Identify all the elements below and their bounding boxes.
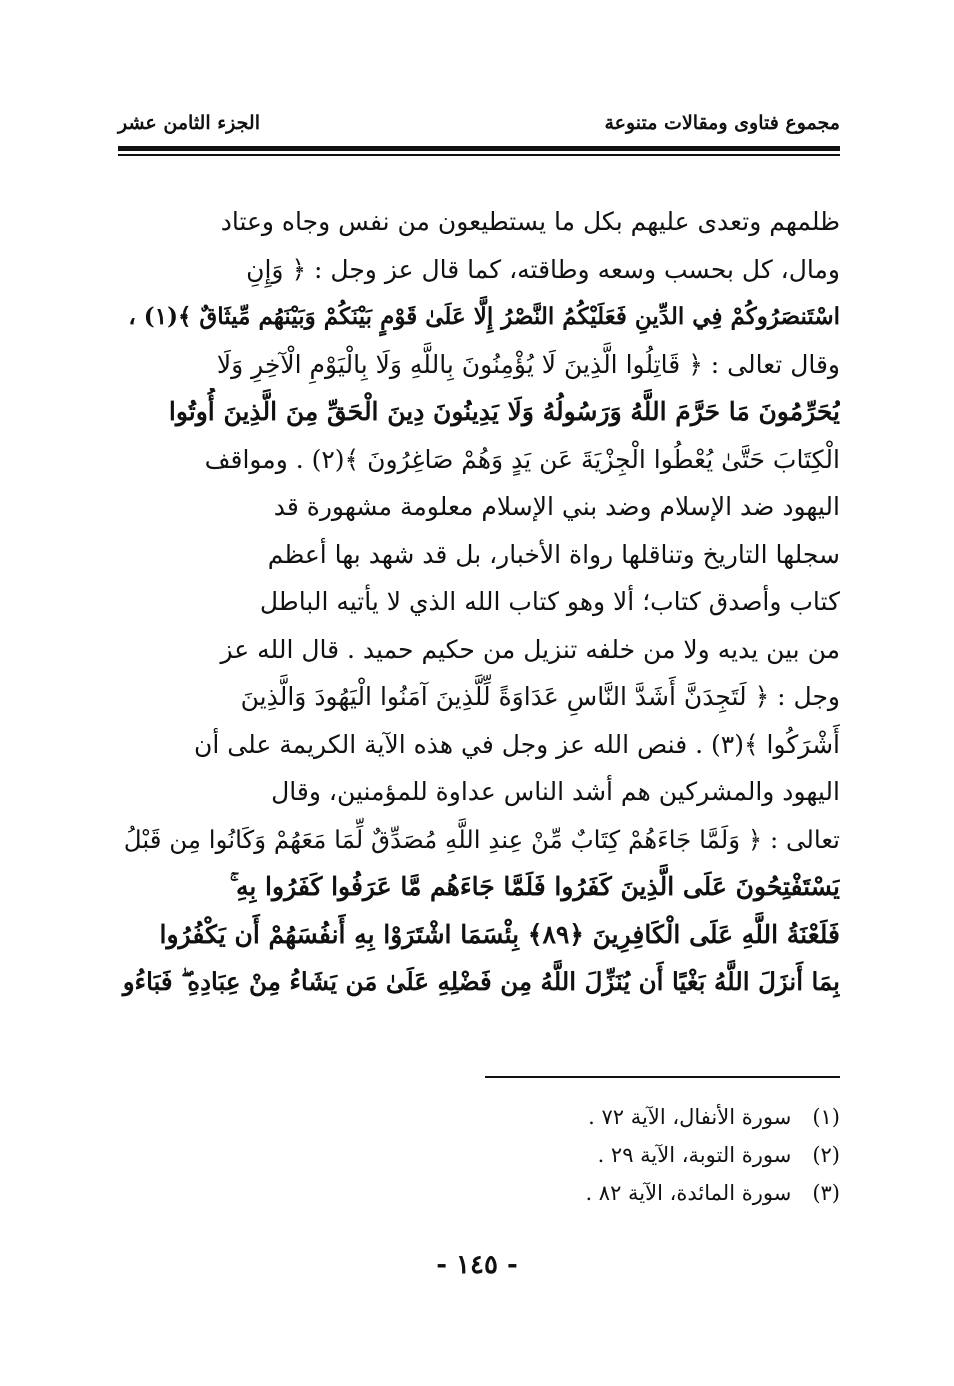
header-rule-thin	[118, 154, 840, 156]
footnote-separator	[485, 1076, 840, 1078]
footnote-number: (٣)	[812, 1181, 840, 1205]
book-title: مجموع فتاوى ومقالات متنوعة	[604, 112, 840, 134]
text-line: اليهود والمشركين هم أشد الناس عداوة للمؤمنين، وقال	[271, 777, 840, 806]
quran-verse-line: يُحَرِّمُونَ مَا حَرَّمَ اللَّهُ وَرَسُولُهُ وَلَا يَدِينُونَ دِينَ الْحَقِّ مِنَ الَّذِينَ أُوتُوا	[168, 397, 840, 426]
text-line: تعالى : ﴿ وَلَمَّا جَاءَهُمْ كِتَابٌ مِّنْ عِندِ اللَّهِ مُصَدِّقٌ لِّمَا مَعَهُمْ وَكَانُوا مِن قَبْلُ	[123, 824, 840, 854]
page-number: - ١٤٥ -	[436, 1250, 518, 1280]
footnotes	[118, 1098, 840, 1212]
quran-verse-line: اسْتَنصَرُوكُمْ فِي الدِّينِ فَعَلَيْكُمُ النَّصْرُ إِلَّا عَلَىٰ قَوْمٍ بَيْنَكُمْ وَبَيْنَهُم مِّيثَاقٌ ﴾(١) ،	[128, 303, 840, 330]
text-line: ومال، كل بحسب وسعه وطاقته، كما قال عز وجل : ﴿ وَإِنِ	[246, 254, 840, 284]
text-line: كتاب وأصدق كتاب؛ ألا وهو كتاب الله الذي لا يأتيه الباطل	[259, 587, 840, 616]
text-line: وقال تعالى : ﴿ قَاتِلُوا الَّذِينَ لَا يُؤْمِنُونَ بِاللَّهِ وَلَا بِالْيَوْمِ الْآخِرِ وَلَا	[216, 349, 840, 379]
quran-verse-line: فَلَعْنَةُ اللَّهِ عَلَى الْكَافِرِينَ ﴿٨٩﴾ بِئْسَمَا اشْتَرَوْا بِهِ أَنفُسَهُمْ أَن يَكْفُرُوا	[159, 919, 840, 949]
running-header	[118, 112, 840, 146]
volume-label: الجزء الثامن عشر	[118, 112, 260, 134]
main-text	[118, 198, 840, 1006]
footnote-text: سورة الأنفال، الآية ٧٢ .	[588, 1105, 792, 1129]
footnote-text: سورة التوبة، الآية ٢٩ .	[597, 1143, 792, 1167]
quran-verse-line: يَسْتَفْتِحُونَ عَلَى الَّذِينَ كَفَرُوا فَلَمَّا جَاءَهُم مَّا عَرَفُوا كَفَرُوا بِهِ ۚ	[229, 872, 840, 901]
footnote-number: (١)	[812, 1105, 840, 1129]
text-line: من بين يديه ولا من خلفه تنزيل من حكيم حميد . قال الله عز	[220, 634, 840, 664]
text-line: وجل : ﴿ لَتَجِدَنَّ أَشَدَّ النَّاسِ عَدَاوَةً لِّلَّذِينَ آمَنُوا الْيَهُودَ وَالَّذِينَ	[240, 682, 840, 711]
footnote-text: سورة المائدة، الآية ٨٢ .	[585, 1181, 792, 1205]
header-rule-thick	[118, 146, 840, 151]
text-line: سجلها التاريخ وتناقلها رواة الأخبار، بل قد شهد بها أعظم	[267, 539, 840, 569]
text-line: الْكِتَابَ حَتَّىٰ يُعْطُوا الْجِزْيَةَ عَن يَدٍ وَهُمْ صَاغِرُونَ ﴾(٢) . ومواقف	[204, 444, 840, 474]
text-line: اليهود ضد الإسلام وضد بني الإسلام معلومة مشهورة قد	[273, 492, 840, 521]
footnote-number: (٢)	[812, 1143, 840, 1167]
footnote-item	[118, 1136, 840, 1174]
footnote-item	[118, 1098, 840, 1136]
quran-verse-line: بِمَا أَنزَلَ اللَّهُ بَغْيًا أَن يُنَزِّلَ اللَّهُ مِن فَضْلِهِ عَلَىٰ مَن يَشَاءُ مِنْ عِبَادِهِ ۖ فَبَاءُو	[122, 967, 840, 996]
text-line: ظلمهم وتعدى عليهم بكل ما يستطيعون من نفس وجاه وعتاد	[220, 207, 840, 236]
text-line: أَشْرَكُوا ﴾(٣) . فنص الله عز وجل في هذه الآية الكريمة على أن	[194, 729, 840, 759]
footnote-item	[118, 1174, 840, 1212]
